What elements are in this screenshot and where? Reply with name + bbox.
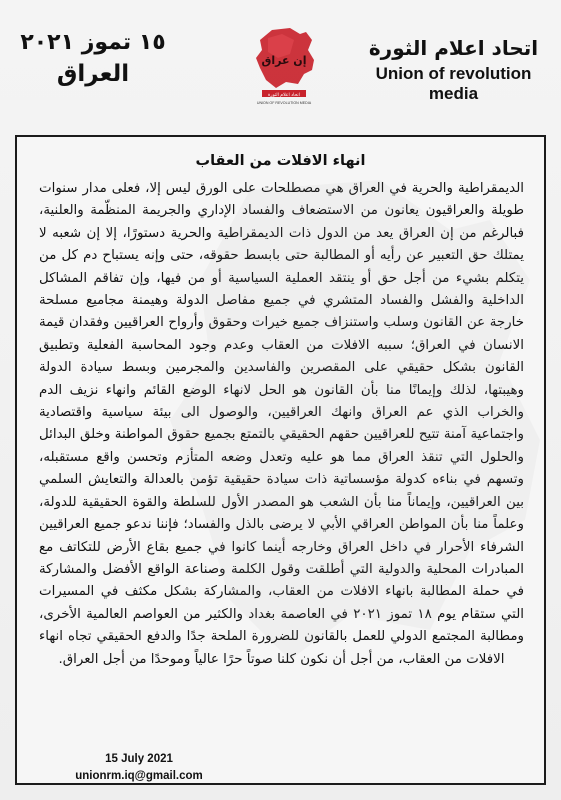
organization-name-english: Union of revolution media — [375, 64, 532, 103]
header-date-block — [18, 30, 168, 87]
footer-email: unionrm.iq@gmail.com — [75, 770, 203, 782]
footer — [74, 752, 204, 783]
header — [10, 22, 551, 118]
organization-logo — [242, 24, 326, 108]
article-title: انهاء الافلات من العقاب — [195, 153, 366, 169]
article-body: الديمقراطية والحرية في العراق هي مصطلحات على الورق ليس إلا، فعلى مدار سنوات طويلة والعراقيون يعانون من الاستضعاف والفساد الإداري والجريمة المنظّمة والعلنية، فبالرغم من إن العراق يعد من الدول ذات الديمقراطية والحرية دستورًا، إلا إن شعبه لا يمتلك حق التعبير عن رأيه أو المطالبة حتى بابسط حقوقه، حتى وإنه يستباح دم كل من يتكلم بشيء من أجل حق أو ينتقد العملية السياسية أو من فيها، وإن تفاقم المشاكل الداخلية والفشل والفساد المتشري في جميع مفاصل الدولة وهيمنة مجاميع مسلحة خارجة عن القانون وسلب واستنزاف جميع خيرات وحقوق وأرواح العراقيين وفقدان قيمة الانسان في العراق؛ سببه الافلات من العقاب وعدم وجود المحاسبة الفعلية وتطبيق القانون بشكل حقيقي على المقصرين والفاسدين والمجرمين وبسط سيادة الدولة وهيبتها، لذلك وإيمانًا منا بأن القانون هو الحل لانهاء الوضع القائم وانهاء نزيف الدم والخراب الذي عم العراق وانهك العراقيين، والوصول الى بيئة سياسية واقتصادية واجتماعية آمنة تتيح للعراقيين حقهم الحقيقي بالتمتع بجميع حقوق المواطنة وخلق البدائل والحلول التي تنقذ العراق مما هو عليه وتعدل وضعه المتأزم وتحسن واقع مستقبله، وتسهم في بناءه كدولة مؤسساتية ذات سيادة حقيقية تؤمن بالعدالة والتعايش السلمي بين العراقيين، وإيماناً منا بأن الشعب هو المصدر الأول للسلطة والقوة الحقيقية للدولة، وعلماً منا بأن المواطن العراقي الأبي لا يرضى بالذل والفساد؛ فإننا ندعو جميع العراقيين الشرفاء الأحرار في داخل العراق وخارجه أينما كانوا في جميع بقاع الأرض للتكاتف مع المبادرات المحلية والدولية التي أطلقت وقول الكلمة وصناعة الواقع الأفضل والمشاركة في حملة المطالبة بانهاء الافلات من العقاب، والمشاركة بشكل مكثف في المسيرات التي ستقام يوم ١٨ تموز ٢٠٢١ في العاصمة بغداد والكثير من العواصم العالمية الأخرى، ومطالبة المجتمع الدولي للعمل بالقانون للضرورة الملحة جدًا والدفع الحقيقي تجاه انهاء الافلات من العقاب، من أجل أن نكون كلنا صوتاً حرًا عالياً وموحدًا من أجل العراق. — [39, 181, 524, 667]
logo-caption-ar: اتحاد اعلام الثورة — [268, 93, 300, 98]
organization-name-arabic: اتحاد اعلام الثورة — [368, 36, 539, 60]
header-date: ١٥ تموز ٢٠٢١ — [20, 30, 166, 55]
logo-text: إن عراق — [261, 54, 307, 67]
logo-caption-en: UNION OF REVOLUTION MEDIA — [256, 101, 312, 105]
organization-name-block — [366, 36, 541, 104]
article-box — [15, 135, 546, 785]
header-country: العراق — [56, 61, 130, 87]
footer-date: 15 July 2021 — [105, 753, 173, 765]
